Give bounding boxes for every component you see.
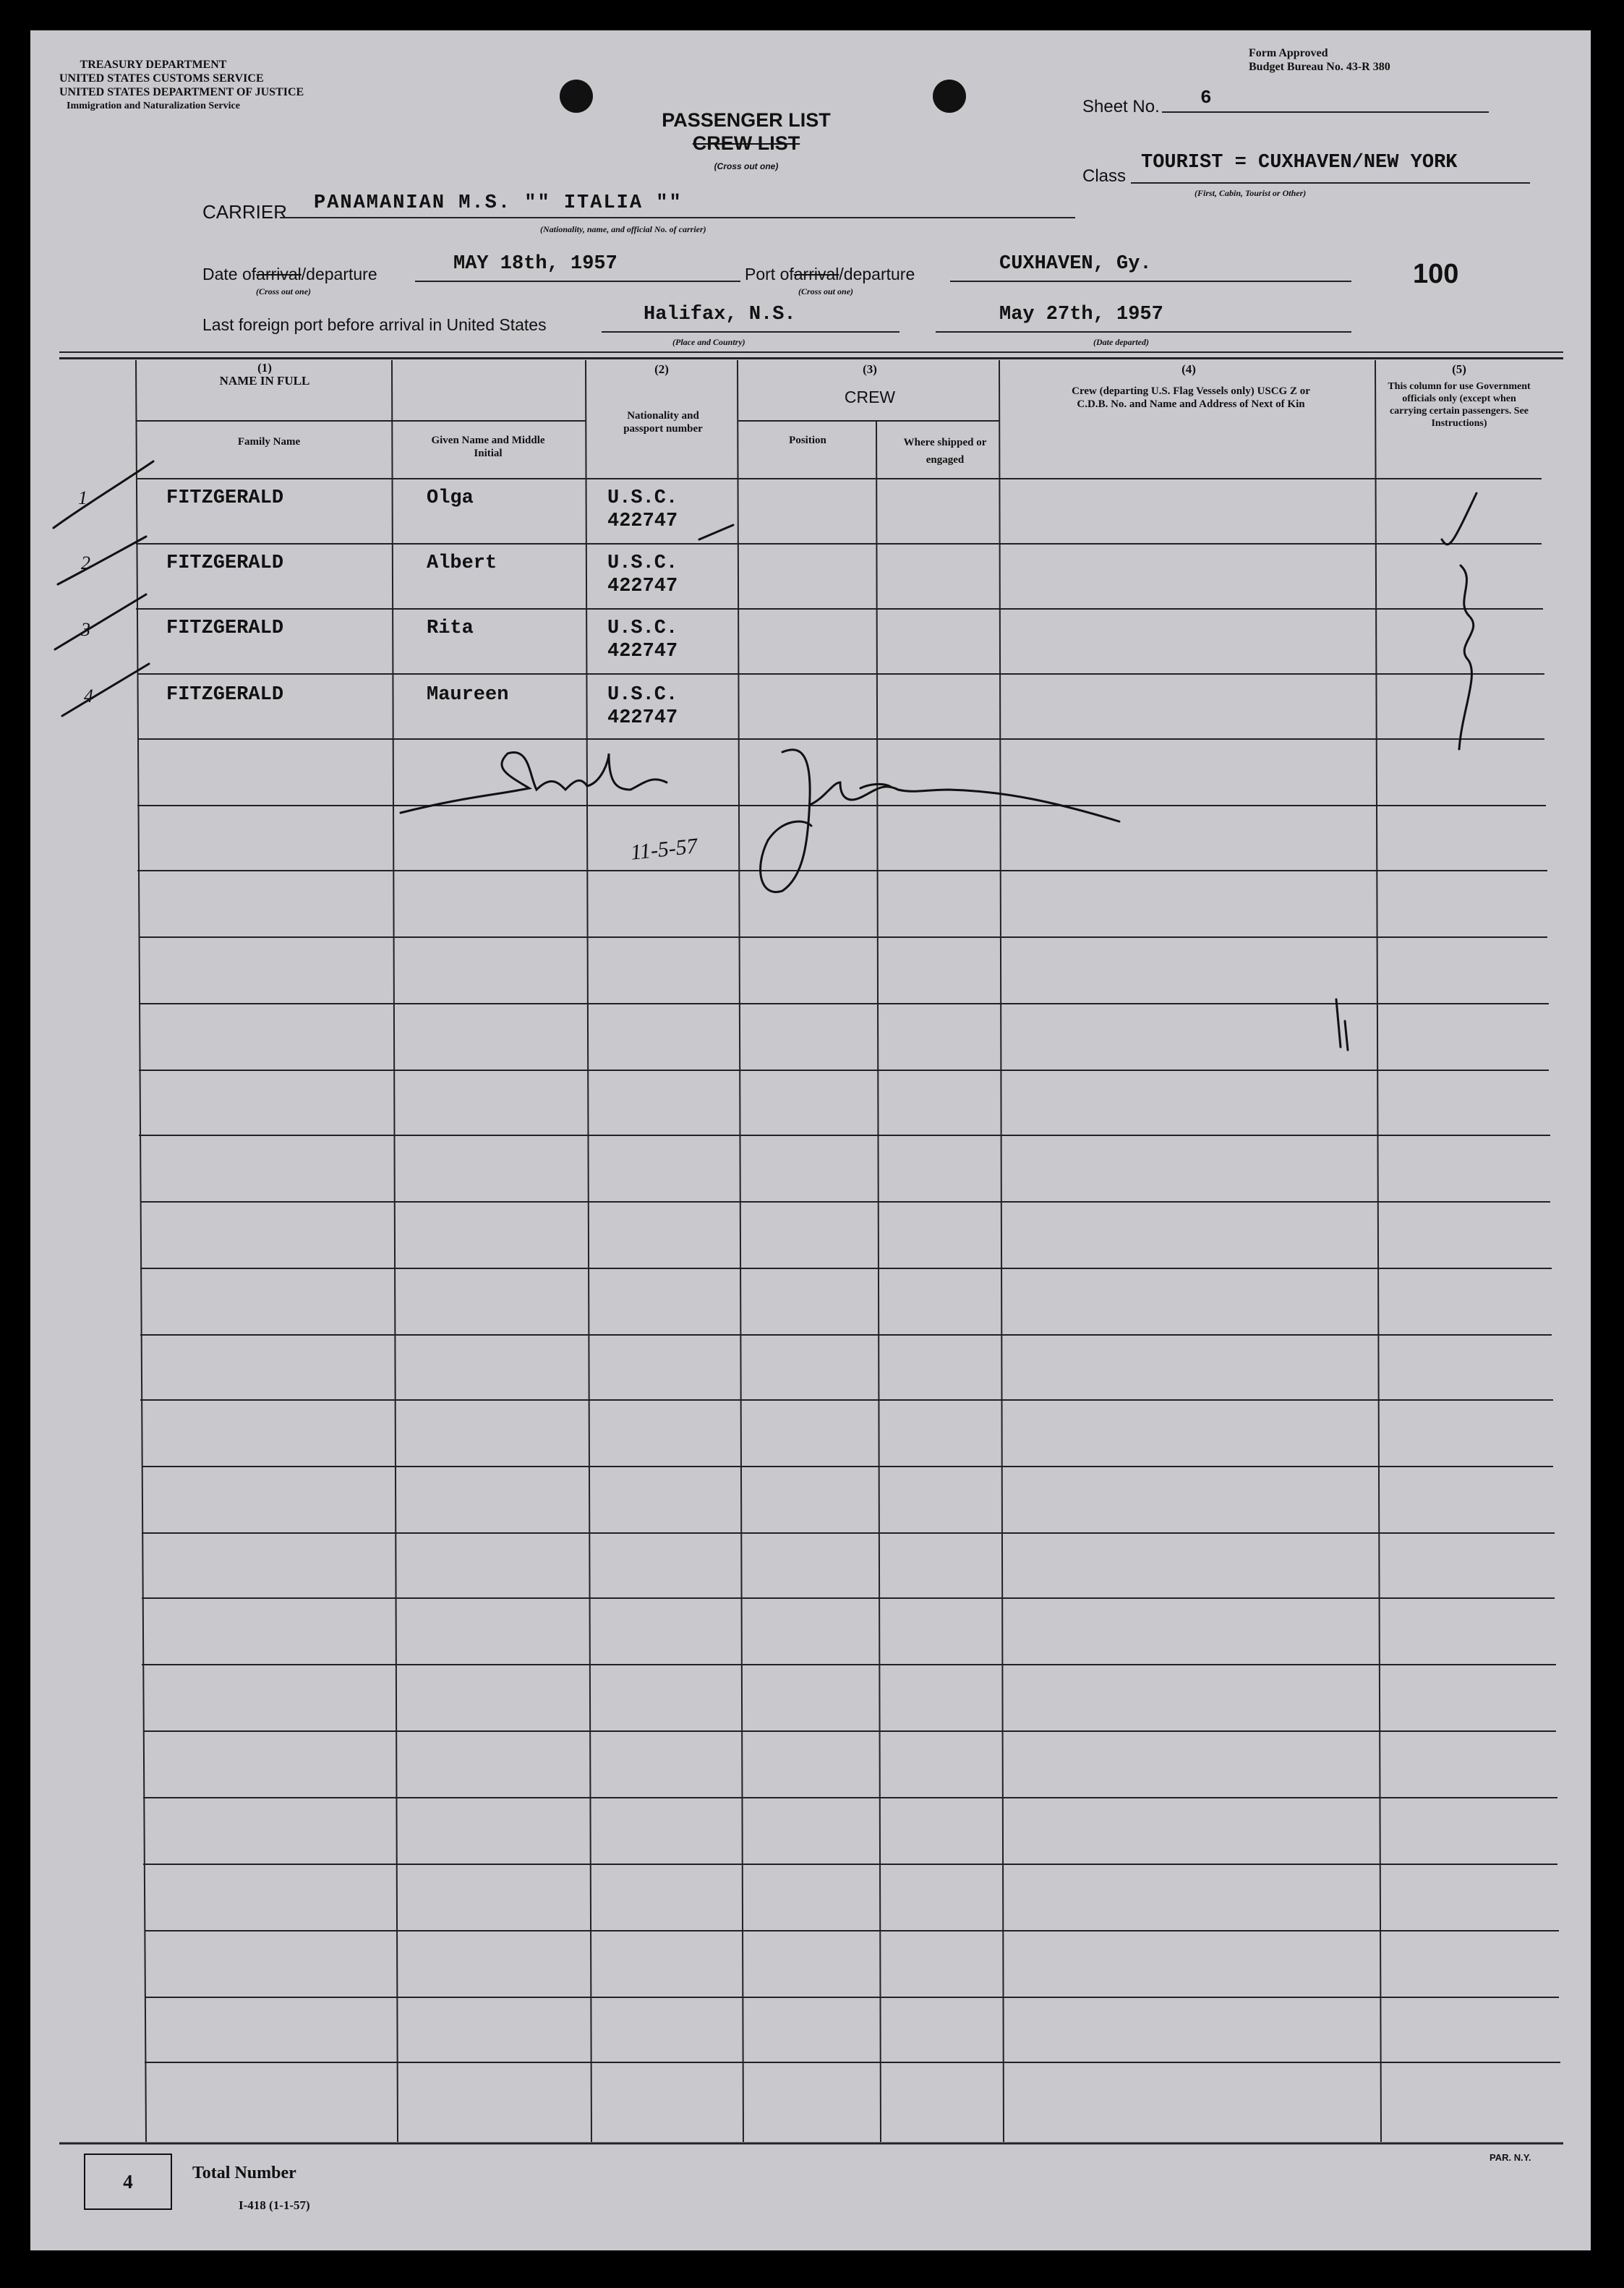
row-check-mark <box>55 594 146 649</box>
nationality: U.S.C. <box>607 618 678 639</box>
col4-number: (4) <box>1181 362 1196 376</box>
date-label-pre: Date of <box>202 265 257 283</box>
title-crew-list-struck: CREW LIST <box>692 132 800 154</box>
printer-mark: PAR. N.Y. <box>1490 2152 1531 2163</box>
nationality: U.S.C. <box>607 684 678 706</box>
class-value: TOURIST = CUXHAVEN/NEW YORK <box>1141 152 1458 174</box>
row-number: 4 <box>84 686 93 707</box>
col3a-header: Position <box>789 435 826 446</box>
passport-number: 422747 <box>607 707 678 729</box>
stray-mark <box>1345 1021 1348 1050</box>
last-port-date-value: May 27th, 1957 <box>999 304 1163 325</box>
total-number-box: 4 <box>84 2153 172 2210</box>
family-name: FITZGERALD <box>166 684 284 706</box>
col3b-header: Where shipped or engaged <box>903 437 987 466</box>
col1a-header: Family Name <box>237 436 301 448</box>
title-note: (Cross out one) <box>714 161 779 171</box>
col3-number: (3) <box>863 362 877 376</box>
port-note: (Cross out one) <box>798 286 854 296</box>
last-port-value: Halifax, N.S. <box>644 304 796 325</box>
date-label-post: /departure <box>301 265 377 283</box>
passport-number: 422747 <box>607 511 678 532</box>
family-name: FITZGERALD <box>166 618 284 639</box>
col1b-header: Given Name and Middle Initial <box>431 435 545 459</box>
title-passenger-list: PASSENGER LIST <box>662 109 831 131</box>
carrier-label: CARRIER <box>202 201 288 223</box>
port-value: CUXHAVEN, Gy. <box>999 253 1152 275</box>
date-label-struck: arrival <box>256 265 302 283</box>
col2-number: (2) <box>654 362 669 376</box>
signature-date: 11-5-57 <box>629 834 699 865</box>
family-name: FITZGERALD <box>166 487 284 509</box>
col3-header: CREW <box>844 388 896 406</box>
form-id: I-418 (1-1-57) <box>239 2198 310 2212</box>
agency-line: Immigration and Naturalization Service <box>67 101 240 111</box>
col5-number: (5) <box>1452 362 1466 376</box>
agency-line: UNITED STATES CUSTOMS SERVICE <box>59 72 264 85</box>
row-number: 1 <box>78 487 87 508</box>
sheet-value: 6 <box>1200 87 1212 108</box>
row-check-mark <box>54 461 153 528</box>
date-note: (Cross out one) <box>256 286 312 296</box>
col1-number: (1) <box>257 361 272 375</box>
last-port-note: (Place and Country) <box>672 337 745 347</box>
last-port-label: Last foreign port before arrival in United States <box>202 315 547 334</box>
date-value: MAY 18th, 1957 <box>453 253 617 275</box>
col4-header: Crew (departing U.S. Flag Vessels only) USCG Z or C.D.B. No. and Name and Address of Next of Kin <box>1072 385 1310 410</box>
carrier-note: (Nationality, name, and official No. of carrier) <box>540 224 706 234</box>
given-name: Albert <box>427 552 497 574</box>
row-check-mark <box>62 664 149 716</box>
port-label-post: /departure <box>839 265 915 283</box>
agency-line: TREASURY DEPARTMENT <box>80 59 227 71</box>
class-note: (First, Cabin, Tourist or Other) <box>1195 188 1307 198</box>
given-name: Maureen <box>427 684 509 706</box>
row-number: 3 <box>81 619 90 640</box>
family-name: FITZGERALD <box>166 552 284 574</box>
port-label-pre: Port of <box>745 265 794 283</box>
official-brace-mark <box>1459 565 1474 749</box>
agency-line: UNITED STATES DEPARTMENT OF JUSTICE <box>59 86 304 98</box>
col1-title: NAME IN FULL <box>219 374 310 388</box>
passport-number: 422747 <box>607 641 678 662</box>
row-number: 2 <box>81 552 90 573</box>
given-name: Olga <box>427 487 474 509</box>
last-port-date-note: (Date departed) <box>1093 337 1149 347</box>
stamp-number: 100 <box>1413 259 1459 289</box>
row-check-mark <box>58 537 146 584</box>
passenger-list-form <box>30 30 1591 2250</box>
official-check-mark <box>1442 493 1476 545</box>
passport-check-mark <box>699 525 733 539</box>
total-number-label: Total Number <box>192 2164 296 2182</box>
form-approval-line: Form Approved <box>1249 47 1328 59</box>
sheet-label: Sheet No. <box>1082 97 1160 116</box>
nationality: U.S.C. <box>607 487 678 509</box>
col1-header <box>136 362 393 388</box>
port-label-struck: arrival <box>793 265 839 283</box>
stray-mark <box>1336 999 1341 1047</box>
form-approval-line: Budget Bureau No. 43-R 380 <box>1249 61 1390 73</box>
nationality: U.S.C. <box>607 552 678 574</box>
class-label: Class <box>1082 166 1127 186</box>
given-name: Rita <box>427 618 474 639</box>
col5-header: This column for use Government officials only (except when carrying certain passengers. See Instructions) <box>1388 381 1531 429</box>
passport-number: 422747 <box>607 576 678 597</box>
col2-header: Nationality and passport number <box>623 410 703 435</box>
carrier-value: PANAMANIAN M.S. "" ITALIA "" <box>314 192 683 214</box>
